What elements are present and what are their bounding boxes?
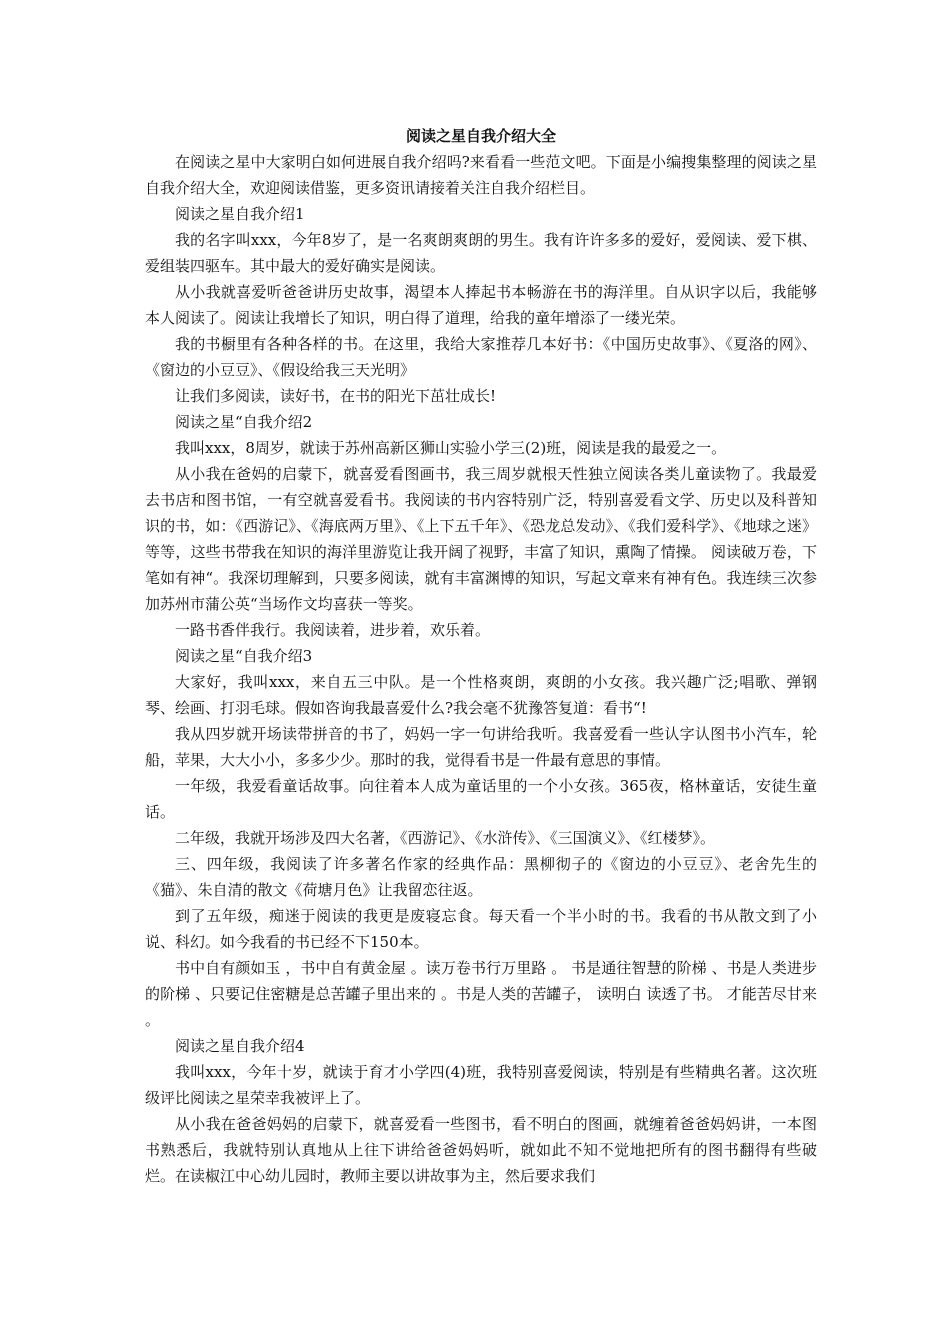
body-paragraph: 让我们多阅读，读好书，在书的阳光下茁壮成长! xyxy=(175,387,497,405)
body-paragraph: 到了五年级，痴迷于阅读的我更是废寝忘食。每天看一个半小时的书。我看的书从散文到了小说、科幻。如今我看的书已经不下150本。 xyxy=(145,907,817,951)
body-paragraph: 一路书香伴我行。我阅读着，进步着，欢乐着。 xyxy=(175,621,491,639)
body-paragraph: 从小我在爸妈的启蒙下，就喜爱看图画书，我三周岁就根天性独立阅读各类儿童读物了。我最爱去书店和图书馆，一有空就喜爱看书。我阅读的书内容特别广泛，特别喜爱看文学、历史以及科普知识的书，如：《西游记》、《海底两万里》、《上下五千年》、《恐龙总发动》、《我们爱科学》、《地球之迷》等等，这些书带我在知识的海洋里游览让我开阔了视野，丰富了知识，熏陶了情操。 阅读破万卷，下笔如有神“。我深切理解到，只要多阅读，就有丰富渊博的知识，写起文章来有神有色。我连续三次参加苏州市蒲公英“当场作文均喜获一等奖。 xyxy=(145,465,817,613)
body-paragraph: 大家好，我叫xxx，来自五三中队。是一个性格爽朗，爽朗的小女孩。我兴趣广泛;唱歌、弹钢琴、绘画、打羽毛球。假如咨询我最喜爱什么?我会毫不犹豫答复道：看书“! xyxy=(145,673,817,717)
section-heading-2: 阅读之星“自我介绍2 xyxy=(175,413,313,431)
body-paragraph: 从小我在爸爸妈妈的启蒙下，就喜爱看一些图书，看不明白的图画，就缠着爸爸妈妈讲，一本图书熟悉后，我就特别认真地从上往下讲给爸爸妈妈听，就如此不知不觉地把所有的图书翻得有些破烂。在读椒江中心幼儿园时，教师主要以讲故事为主，然后要求我们 xyxy=(145,1115,817,1185)
body-paragraph: 二年级，我就开场涉及四大名著，《西游记》、《水浒传》、《三国演义》、《红楼梦》。 xyxy=(175,829,716,847)
body-paragraph: 一年级，我爱看童话故事。向往着本人成为童话里的一个小女孩。365夜，格林童话，安徒生童话。 xyxy=(145,777,817,821)
body-paragraph: 我的名字叫xxx，今年8岁了，是一名爽朗爽朗的男生。我有许许多多的爱好，爱阅读、爱下棋、爱组装四驱车。其中最大的爱好确实是阅读。 xyxy=(145,231,817,275)
document-title: 阅读之星自我介绍大全 xyxy=(405,127,556,145)
document-page xyxy=(145,123,817,1189)
body-paragraph: 我从四岁就开场读带拼音的书了，妈妈一字一句讲给我听。我喜爱看一些认字认图书小汽车，轮船，苹果，大大小小，多多少少。那时的我，觉得看书是一件最有意思的事情。 xyxy=(145,725,817,769)
body-paragraph: 我叫xxx，8周岁，就读于苏州高新区狮山实验小学三(2)班，阅读是我的最爱之一。 xyxy=(175,439,727,457)
section-heading-3: 阅读之星“自我介绍3 xyxy=(175,647,313,665)
section-heading-4: 阅读之星自我介绍4 xyxy=(175,1037,305,1055)
section-heading-1: 阅读之星自我介绍1 xyxy=(175,205,305,223)
body-paragraph: 三、四年级，我阅读了许多著名作家的经典作品：黑柳彻子的《窗边的小豆豆》、老舍先生的《猫》、朱自清的散文《荷塘月色》让我留恋往返。 xyxy=(145,855,817,899)
body-paragraph: 从小我就喜爱听爸爸讲历史故事，渴望本人捧起书本畅游在书的海洋里。自从识字以后，我能够本人阅读了。阅读让我增长了知识，明白得了道理，给我的童年增添了一缕光荣。 xyxy=(145,283,817,327)
body-paragraph: 我的书橱里有各种各样的书。在这里，我给大家推荐几本好书：《中国历史故事》、《夏洛的网》、《窗边的小豆豆》、《假设给我三天光明》 xyxy=(145,335,817,379)
body-paragraph: 我叫xxx，今年十岁，就读于育才小学四(4)班，我特别喜爱阅读，特别是有些精典名著。这次班级评比阅读之星荣幸我被评上了。 xyxy=(145,1063,817,1107)
intro-paragraph: 在阅读之星中大家明白如何进展自我介绍吗?来看看一些范文吧。下面是小编搜集整理的阅读之星自我介绍大全，欢迎阅读借鉴，更多资讯请接着关注自我介绍栏目。 xyxy=(145,153,817,197)
body-paragraph: 书中自有颜如玉 ，书中自有黄金屋 。读万卷书行万里路 。 书是通往智慧的阶梯 、书是人类进步的阶梯 、只要记住密糖是总苦罐子里出来的 。书是人类的苦罐子， 读明白 读透了书。 才能苦尽甘来 。 xyxy=(145,959,817,1029)
